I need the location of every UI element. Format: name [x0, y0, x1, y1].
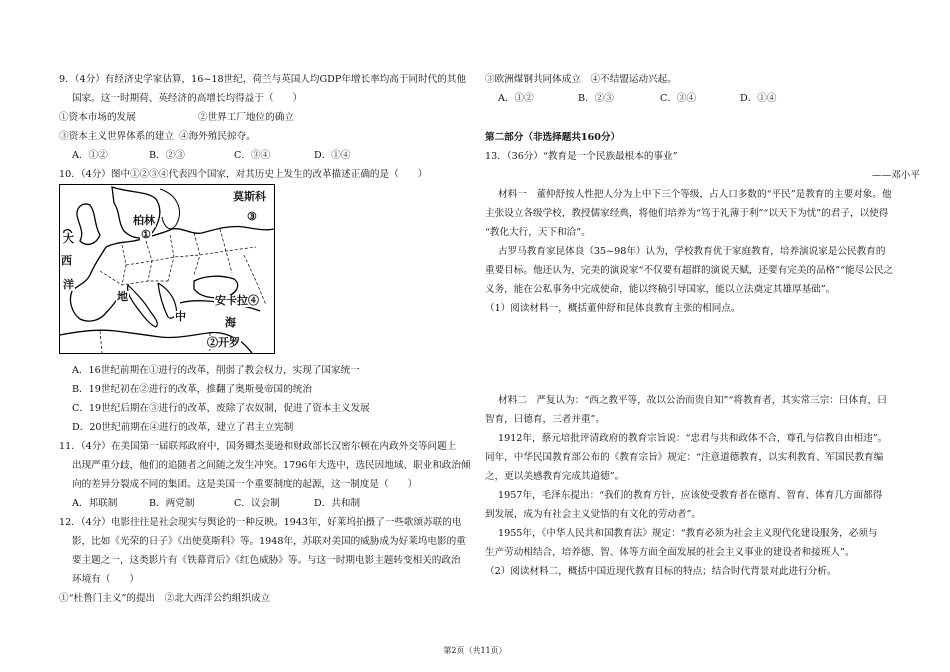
material-1-line3: “教化大行，天下和洽”。: [485, 227, 591, 238]
q12-stem-line4: 环境有（ ）: [72, 574, 140, 585]
sub-question-1: （1）阅读材料一，概括董仲舒和昆体良教育主张的相同点。: [485, 303, 741, 314]
material-2-line5: 之，更以美感教育完成其道德”。: [485, 471, 625, 482]
q12-option-a[interactable]: A．①②: [498, 93, 534, 104]
q9-stem-line2: 国家。这一时期荷、英经济的高增长均得益于（ ）: [72, 93, 303, 104]
q12-items-3-4: ③欧洲煤钢共同体成立 ④不结盟运动兴起。: [485, 74, 677, 85]
material-1-line6: 义务，能在公私事务中完成使命，能以终稿引导国家，能以立法奠定其雄厚基础”。: [485, 284, 836, 295]
q11-option-d[interactable]: D．共和制: [314, 498, 361, 509]
map-label-1: ①: [141, 228, 151, 241]
q11-stem-line2: 出现严重分歧，他们的追随者之间随之发生冲突。1796年大选中，选民因地域、职业和政治倾: [72, 460, 471, 471]
map-label-zhong: 中: [175, 310, 186, 323]
q12-option-d[interactable]: D．①④: [740, 93, 777, 104]
material-2-line1: 材料二 严复认为：“西之教平等，故以公治而贵自知”“将教育者，其实常三宗：曰体育，曰: [498, 395, 887, 406]
part-two-heading: 第二部分（非选择题共160分）: [485, 132, 621, 143]
map-label-xi: 西: [61, 254, 72, 267]
material-1-line1: 材料一 董仲舒按人性把人分为上中下三个等级，占人口多数的“平民”是教育的主要对象。他: [498, 189, 892, 200]
map-outline-svg: [60, 185, 274, 353]
material-2-line9: 生产劳动相结合，培养德、智、体等方面全面发展的社会主义事业的建设者和接班人”。: [485, 547, 855, 558]
page-footer: 第2页（共11页）: [443, 646, 507, 655]
material-2-line2: 智育，曰德育，三者并重”。: [485, 414, 606, 425]
q9-item-4: ④海外殖民掠夺。: [179, 131, 256, 142]
europe-map: [59, 184, 275, 354]
q13-stem: 13．（36分）“教育是一个民族最根本的事业”: [485, 151, 678, 162]
q12-items-1-2: ①“杜鲁门主义”的提出 ②北大西洋公约组织成立: [59, 593, 271, 604]
material-2-line4: 同年，中华民国教育部公布的《教育宗旨》规定：“注意道德教育，以实利教育、军国民教育编: [485, 452, 884, 463]
map-label-moscow: 莫斯科: [233, 190, 266, 203]
q12-option-c[interactable]: C．③④: [660, 93, 697, 104]
map-label-hai: 海: [225, 316, 236, 329]
q9-option-a[interactable]: A．①②: [72, 150, 108, 161]
map-label-yang: 洋: [63, 278, 74, 291]
q13-attribution: ——邓小平: [872, 170, 920, 181]
q9-stem-line1: 9．（4分）有经济史学家估算，16~18世纪，荷兰与英国人均GDP年增长率均高于同时代的其他: [59, 74, 467, 85]
q9-item-1: ①资本市场的发展: [59, 112, 136, 123]
q9-item-2: ②世界工厂地位的确立: [198, 112, 294, 123]
material-1-line5: 重要目标。他还认为，完美的演说家“不仅要有超群的演说天赋，还要有完美的品格”“能尽公民之: [485, 265, 894, 276]
map-label-di: 地: [117, 290, 128, 303]
q10-option-d[interactable]: D．20世纪前期在④进行的改革，建立了君主立宪制: [72, 422, 294, 433]
material-2-line3: 1912年，蔡元培批评清政府的教育宗旨说：“忠君与共和政体不合，尊孔与信教自由相违”。: [498, 433, 888, 444]
material-2-line6: 1957年，毛泽东提出：“我们的教育方针，应该使受教育者在德育、智育、体育几方面都得: [498, 490, 883, 501]
material-2-line8: 1955年，《中华人民共和国教育法》规定：“教育必须为社会主义现代化建设服务，必须与: [498, 528, 878, 539]
material-1-line4: 古罗马教育家昆体良（35~98年）认为，学校教育优于家庭教育，培养演说家是公民教育的: [498, 246, 886, 257]
material-2-line7: 到发展，成为有社会主义觉悟的有文化的劳动者”。: [485, 509, 701, 520]
q11-option-a[interactable]: A．邦联制: [72, 498, 118, 509]
q10-stem: 10．（4分）图中①②③④代表四个国家，对其历史上发生的改革描述正确的是（ ）: [59, 169, 428, 180]
q10-option-a[interactable]: A．16世纪前期在①进行的改革，削弱了教会权力，实现了国家统一: [72, 365, 360, 376]
q9-option-b[interactable]: B．②③: [149, 150, 185, 161]
map-label-3: ③: [247, 210, 257, 223]
q9-option-d[interactable]: D．①④: [314, 150, 351, 161]
map-label-ankara: 安卡拉④: [215, 294, 259, 307]
q11-option-c[interactable]: C．议会制: [234, 498, 280, 509]
material-1-line2: 主张设立各级学校，教授儒家经典，将他们培养为“笃于礼薄于利”“以天下为忧”的君子，以使得: [485, 208, 889, 219]
q11-option-b[interactable]: B．两党制: [149, 498, 195, 509]
map-label-da: 大: [63, 232, 74, 245]
sub-question-2: （2）阅读材料二，概括中国近现代教育目标的特点；结合时代背景对此进行分析。: [485, 566, 837, 577]
q12-stem-line3: 要主题之一，这类影片有《铁幕背后》《红色威胁》等。与这一时期电影主题转变相关的政治: [72, 555, 461, 566]
q12-stem-line2: 影，比如《光荣的日子》《出使莫斯科》等。1948年，苏联对美国的威胁成为好莱坞电影的重: [72, 536, 466, 547]
q11-stem-line1: 11．（4分）在美国第一届联邦政府中，国务卿杰斐逊和财政部长汉密尔顿在内政外交等问题上: [59, 441, 457, 452]
q9-item-3: ③资本主义世界体系的建立: [59, 131, 175, 142]
q12-option-b[interactable]: B．②③: [578, 93, 614, 104]
q12-stem-line1: 12．（4分）电影往往是社会现实与舆论的一种反映。1943年，好莱坞拍摄了一些歌颂苏联的电: [59, 517, 462, 528]
q10-option-c[interactable]: C．19世纪后期在③进行的改革，废除了农奴制，促进了资本主义发展: [72, 403, 370, 414]
q10-option-b[interactable]: B．19世纪初在②进行的改革，推翻了奥斯曼帝国的统治: [72, 384, 312, 395]
q11-stem-line3: 向的差异分裂成不同的集团。这是美国一个重要制度的起源，这一制度是（ ）: [72, 479, 418, 490]
map-label-cairo: ②开罗: [207, 336, 240, 349]
q9-option-c[interactable]: C．③④: [234, 150, 271, 161]
map-label-berlin: 柏林: [133, 214, 155, 227]
